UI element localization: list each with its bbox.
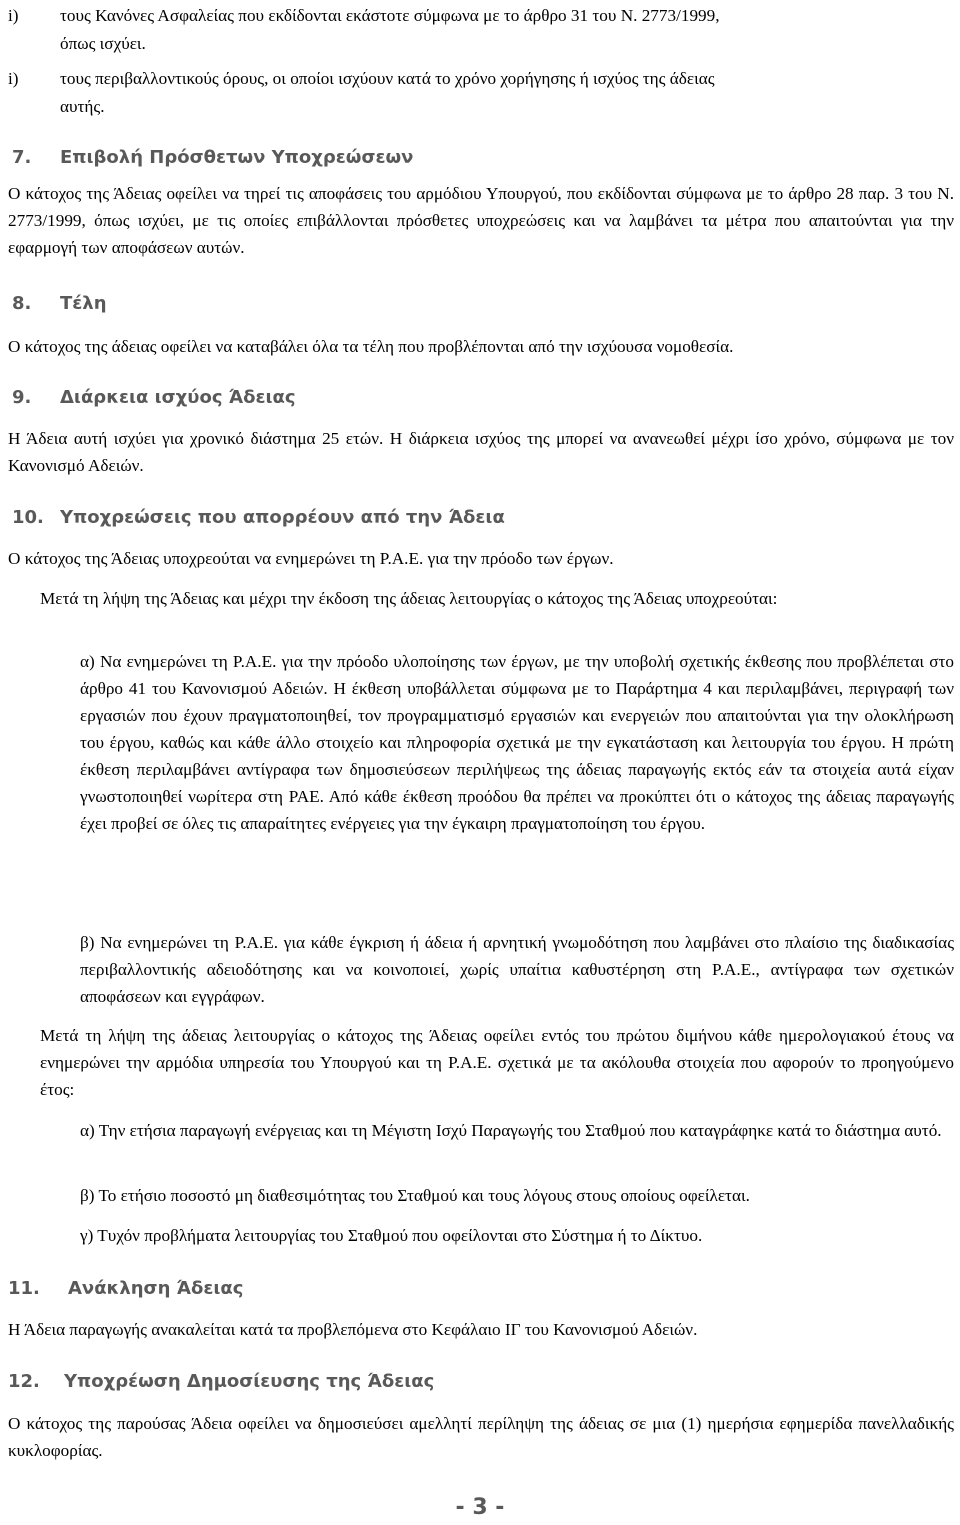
subitem-b2: β) Το ετήσιο ποσοστό μη διαθεσιμότητας του Σταθμού και τους λόγους στους οποίους οφείλεται. (80, 1186, 750, 1205)
section-body: Ο κάτοχος της Άδειας υποχρεούται να ενημερώνει τη Ρ.Α.Ε. για την πρόοδο των έργων. (8, 549, 614, 568)
list-item-text: τους περιβαλλοντικούς όρους, οι οποίοι ισχύουν κατά το χρόνο χορήγησης ή ισχύος της άδειας (60, 69, 715, 88)
section-heading (8, 1277, 243, 1301)
subitem-a2: α) Την ετήσια παραγωγή ενέργειας και τη Μέγιστη Ισχύ Παραγωγής του Σταθμού που καταγράφηκε κατά το διάστημα αυτό. (80, 1121, 942, 1140)
section-number: 8. (12, 293, 32, 314)
section-title: Υποχρεώσεις που απορρέουν από την Άδεια (60, 507, 505, 528)
section-number: 10. (12, 507, 44, 528)
intro-paragraph: Μετά τη λήψη της Άδειας και μέχρι την έκδοση της άδειας λειτουργίας ο κάτοχος της Άδειας υποχρεούται: (40, 589, 778, 608)
list-label: i) (8, 6, 19, 25)
section-body: Ο κάτοχος της Άδειας οφείλει να τηρεί τις αποφάσεις του αρμόδιου Υπουργού, που εκδίδονται σύμφωνα με το άρθρο 28 παρ. 3 του Ν. 2773/1999, όπως ισχύει, με τις οποίες επιβάλλονται πρόσθετες υποχρεώσεις και να λαμβάνει τα μέτρα που απαιτούνται για την εφαρμογή των αποφάσεων αυτών. (8, 184, 954, 257)
section-title: Επιβολή Πρόσθετων Υποχρεώσεων (60, 147, 414, 168)
section-number: 7. (12, 147, 32, 168)
section-number: 9. (12, 387, 32, 408)
section-heading (8, 1370, 434, 1394)
section-body: Ο κάτοχος της άδειας οφείλει να καταβάλει όλα τα τέλη που προβλέπονται από την ισχύουσα νομοθεσία. (8, 337, 734, 356)
section-number: 12. (8, 1371, 40, 1392)
list-item-text: τους Κανόνες Ασφαλείας που εκδίδονται εκάστοτε σύμφωνα με το άρθρο 31 του Ν. 2773/1999, (60, 6, 720, 25)
section-body: Η Άδεια αυτή ισχύει για χρονικό διάστημα 25 ετών. Η διάρκεια ισχύος της μπορεί να ανανεωθεί μέχρι ίσο χρόνο, σύμφωνα με τον Κανονισμό Αδειών. (8, 429, 954, 475)
list-item-text-cont: αυτής. (60, 97, 105, 116)
subitem-a: α) Να ενημερώνει τη Ρ.Α.Ε. για την πρόοδο υλοποίησης των έργων, με την υποβολή σχετικής έκθεσης που προβλέπεται στο άρθρο 41 του Κανονισμού Αδειών. Η έκθεση υποβάλλεται σύμφωνα με το Παράρτημα 4 και περιλαμβάνει, περιγραφή των εργασιών που έχουν πραγματοποιηθεί, τον προγραμματισμό εργασιών και ενεργειών που απαιτούνται για την ολοκλήρωση του έργου, καθώς και κάθε άλλο στοιχείο και πληροφορία σχετικά με την εγκατάσταση και λειτουργία του έργου. Η πρώτη έκθεση περιλαμβάνει αντίγραφα των δημοσιεύσεων περιλήψεως της άδειας παραγωγής εκτός εάν τα στοιχεία αυτά είχαν γνωστοποιηθεί νωρίτερα στη ΡΑΕ. Από κάθε έκθεση προόδου θα πρέπει να προκύπτει ότι ο κάτοχος της άδειας παραγωγής έχει προβεί σε όλες τις απαραίτητες ενέργειες για την έγκαιρη πραγματοποίηση του έργου. (80, 652, 954, 833)
section-title: Ανάκληση Άδειας (68, 1278, 244, 1299)
page-number: - 3 - (455, 1495, 505, 1520)
section-title: Διάρκεια ισχύος Άδειας (60, 387, 296, 408)
section-number: 11. (8, 1278, 40, 1299)
section-heading (12, 146, 413, 170)
subitem-c2: γ) Τυχόν προβλήματα λειτουργίας του Σταθμού που οφείλονται στο Σύστημα ή το Δίκτυο. (80, 1226, 703, 1245)
section-title: Υποχρέωση Δημοσίευσης της Άδειας (64, 1371, 435, 1392)
section-body: Η Άδεια παραγωγής ανακαλείται κατά τα προβλεπόμενα στο Κεφάλαιο ΙΓ του Κανονισμού Αδειών. (8, 1320, 698, 1339)
list-item-text-cont: όπως ισχύει. (60, 34, 146, 53)
section-body: Ο κάτοχος της παρούσας Άδεια οφείλει να δημοσιεύσει αμελλητί περίληψη της άδειας σε μια (1) ημερήσια εφημερίδα πανελλαδικής κυκλοφορίας. (8, 1414, 954, 1460)
list-label: i) (8, 69, 19, 88)
section-heading (12, 506, 505, 530)
section-heading (12, 292, 107, 316)
section-heading (12, 386, 296, 410)
subitem-b: β) Να ενημερώνει τη Ρ.Α.Ε. για κάθε έγκριση ή άδεια ή αρνητική γνωμοδότηση που λαμβάνει στο πλαίσιο της διαδικασίας περιβαλλοντικής αδειοδότησης και να κοινοποιεί, χωρίς υπαίτια καθυστέρηση στη Ρ.Α.Ε., αντίγραφα των σχετικών αποφάσεων και εγγράφων. (80, 933, 954, 1006)
intro-paragraph-2: Μετά τη λήψη της άδειας λειτουργίας ο κάτοχος της Άδειας οφείλει εντός του πρώτου διμήνου κάθε ημερολογιακού έτους να ενημερώνει την αρμόδια υπηρεσία του Υπουργού και τη Ρ.Α.Ε. σχετικά με τα ακόλουθα στοιχεία που αφορούν το προηγούμενο έτος: (40, 1026, 954, 1099)
section-title: Τέλη (60, 293, 107, 314)
